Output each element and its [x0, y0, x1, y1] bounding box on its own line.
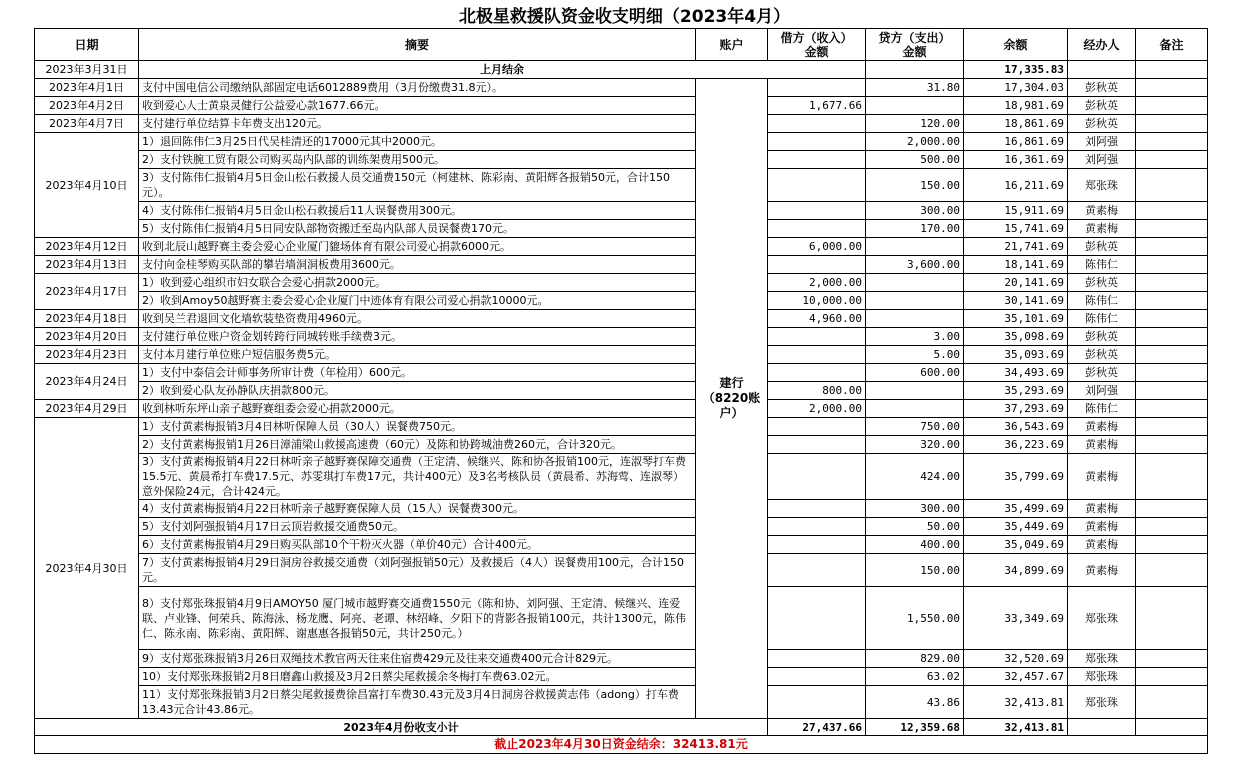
balance-cell: 15,741.69: [964, 220, 1068, 238]
table-row: [35, 346, 1208, 364]
table-row: [35, 536, 1208, 554]
debit-cell: [768, 454, 866, 500]
credit-cell: 2,000.00: [866, 133, 964, 151]
remark-cell: [1136, 668, 1208, 686]
date-cell: 2023年4月17日: [35, 274, 139, 310]
credit-cell: 300.00: [866, 500, 964, 518]
header-credit: 贷方（支出） 金额: [866, 29, 964, 61]
credit-cell: 424.00: [866, 454, 964, 500]
debit-cell: [768, 686, 866, 719]
summary-cell: 3）支付陈伟仁报销4月5日金山松石救援人员交通费150元（柯建林、陈彩南、黄阳辉各报销50元，合计150元）。: [139, 169, 696, 202]
remark-cell: [1136, 238, 1208, 256]
footer-row: [35, 736, 1208, 754]
handler-cell: 刘阿强: [1068, 133, 1136, 151]
date-cell: 2023年4月13日: [35, 256, 139, 274]
remark-cell: [1136, 454, 1208, 500]
summary-cell: 1）退回陈伟仁3月25日代吴桂清还的17000元其中2000元。: [139, 133, 696, 151]
page-title: 北极星救援队资金收支明细（2023年4月）: [458, 7, 791, 27]
debit-cell: [768, 256, 866, 274]
remark-cell: [1136, 169, 1208, 202]
debit-cell: [768, 668, 866, 686]
date-cell: 2023年4月10日: [35, 133, 139, 238]
debit-cell: [768, 554, 866, 587]
table-row: [35, 668, 1208, 686]
table-row: [35, 328, 1208, 346]
opening-balance: 17,335.83: [964, 61, 1068, 79]
table-row: [35, 400, 1208, 418]
remark-cell: [1136, 500, 1208, 518]
balance-cell: 16,361.69: [964, 151, 1068, 169]
subtotal-balance: 32,413.81: [964, 719, 1068, 736]
handler-cell: 黄素梅: [1068, 202, 1136, 220]
balance-cell: 32,520.69: [964, 650, 1068, 668]
table-row: [35, 133, 1208, 151]
table-row: [35, 436, 1208, 454]
summary-cell: 支付建行单位结算卡年费支出120元。: [139, 115, 696, 133]
summary-cell: 1）收到爱心组织市妇女联合会爱心捐款2000元。: [139, 274, 696, 292]
summary-cell: 2）收到Amoy50越野赛主委会爱心企业厦门中迹体育有限公司爱心捐款10000元。: [139, 292, 696, 310]
subtotal-credit: 12,359.68: [866, 719, 964, 736]
opening-date: 2023年3月31日: [35, 61, 139, 79]
header-row: [35, 29, 1208, 61]
balance-cell: 37,293.69: [964, 400, 1068, 418]
handler-cell: 彭秋英: [1068, 97, 1136, 115]
date-cell: 2023年4月7日: [35, 115, 139, 133]
summary-cell: 收到林听东坪山亲子越野赛组委会爱心捐款2000元。: [139, 400, 696, 418]
debit-cell: [768, 346, 866, 364]
debit-cell: 800.00: [768, 382, 866, 400]
date-cell: 2023年4月18日: [35, 310, 139, 328]
remark-cell: [1136, 650, 1208, 668]
summary-cell: 收到吴兰君退回文化墙软装垫资费用4960元。: [139, 310, 696, 328]
debit-cell: [768, 436, 866, 454]
remark-cell: [1136, 418, 1208, 436]
table-row: [35, 202, 1208, 220]
balance-cell: 35,799.69: [964, 454, 1068, 500]
empty-cell: [1068, 61, 1136, 79]
handler-cell: 黄素梅: [1068, 518, 1136, 536]
debit-cell: [768, 587, 866, 650]
handler-cell: 彭秋英: [1068, 328, 1136, 346]
summary-cell: 6）支付黄素梅报销4月29日购买队部10个干粉灭火器（单价40元）合计400元。: [139, 536, 696, 554]
debit-cell: [768, 418, 866, 436]
table-row: [35, 587, 1208, 650]
debit-cell: [768, 220, 866, 238]
debit-cell: [768, 151, 866, 169]
summary-cell: 8）支付郑张珠报销4月9日AMOY50 厦门城市越野赛交通费1550元（陈和协、刘阿强、王定清、候继兴、连爱联、卢业锋、何荣兵、陈海泳、杨龙鹰、阿亮、老谭、林绍峰、夕阳下的背影各报销100元，共计1300元，陈伟仁、陈永南、陈彩南、黄阳辉、谢惠惠各报销50元，共计250元。）: [139, 587, 696, 650]
table-row: [35, 382, 1208, 400]
balance-cell: 18,141.69: [964, 256, 1068, 274]
credit-cell: 31.80: [866, 79, 964, 97]
balance-cell: 35,101.69: [964, 310, 1068, 328]
remark-cell: [1136, 115, 1208, 133]
table-row: [35, 115, 1208, 133]
remark-cell: [1136, 292, 1208, 310]
balance-cell: 34,493.69: [964, 364, 1068, 382]
summary-cell: 10）支付郑张珠报销2月8日磨鑫山救援及3月2日蔡尖尾救援余冬梅打车费63.02元。: [139, 668, 696, 686]
remark-cell: [1136, 151, 1208, 169]
subtotal-debit: 27,437.66: [768, 719, 866, 736]
credit-cell: 400.00: [866, 536, 964, 554]
credit-cell: 150.00: [866, 554, 964, 587]
remark-cell: [1136, 364, 1208, 382]
debit-cell: [768, 133, 866, 151]
table-row: [35, 454, 1208, 500]
credit-cell: 750.00: [866, 418, 964, 436]
remark-cell: [1136, 133, 1208, 151]
summary-cell: 收到爱心人士黄泉灵健行公益爱心款1677.66元。: [139, 97, 696, 115]
handler-cell: 郑张珠: [1068, 686, 1136, 719]
handler-cell: 黄素梅: [1068, 500, 1136, 518]
credit-cell: 829.00: [866, 650, 964, 668]
credit-cell: 500.00: [866, 151, 964, 169]
handler-cell: 陈伟仁: [1068, 400, 1136, 418]
remark-cell: [1136, 536, 1208, 554]
credit-cell: 3,600.00: [866, 256, 964, 274]
table-row: [35, 554, 1208, 587]
balance-cell: 16,211.69: [964, 169, 1068, 202]
balance-cell: 20,141.69: [964, 274, 1068, 292]
summary-cell: 支付建行单位账户资金划转跨行同城转账手续费3元。: [139, 328, 696, 346]
table-row: [35, 364, 1208, 382]
debit-cell: [768, 169, 866, 202]
table-row: [35, 310, 1208, 328]
summary-cell: 3）支付黄素梅报销4月22日林听亲子越野赛保障交通费（王定清、候继兴、陈和协各报销100元，连淑琴打车费15.5元、黄晨希打车费17.5元、苏雯琪打车费17元，共计400元）及3名考核队员（黄晨希、苏海莺、连淑琴）意外保险24元，合计424元。: [139, 454, 696, 500]
handler-cell: 黄素梅: [1068, 536, 1136, 554]
table-row: [35, 151, 1208, 169]
remark-cell: [1136, 79, 1208, 97]
handler-cell: 郑张珠: [1068, 169, 1136, 202]
credit-cell: [866, 292, 964, 310]
summary-cell: 1）支付中泰信会计师事务所审计费（年检用）600元。: [139, 364, 696, 382]
table-row: [35, 686, 1208, 719]
date-cell: 2023年4月30日: [35, 418, 139, 719]
remark-cell: [1136, 346, 1208, 364]
date-cell: 2023年4月12日: [35, 238, 139, 256]
date-cell: 2023年4月24日: [35, 364, 139, 400]
summary-cell: 5）支付刘阿强报销4月17日云顶岩救援交通费50元。: [139, 518, 696, 536]
credit-cell: [866, 382, 964, 400]
credit-cell: [866, 97, 964, 115]
summary-cell: 7）支付黄素梅报销4月29日洞房谷救援交通费（刘阿强报销50元）及救援后（4人）误餐费用100元，合计150元。: [139, 554, 696, 587]
summary-cell: 5）支付陈伟仁报销4月5日同安队部物资搬迁至岛内队部人员误餐费170元。: [139, 220, 696, 238]
credit-cell: 63.02: [866, 668, 964, 686]
remark-cell: [1136, 436, 1208, 454]
opening-row: [35, 61, 1208, 79]
table-row: [35, 500, 1208, 518]
empty-cell: [1136, 719, 1208, 736]
handler-cell: 黄素梅: [1068, 436, 1136, 454]
debit-cell: 10,000.00: [768, 292, 866, 310]
remark-cell: [1136, 587, 1208, 650]
credit-cell: [866, 274, 964, 292]
balance-cell: 35,098.69: [964, 328, 1068, 346]
debit-cell: [768, 79, 866, 97]
balance-cell: 36,543.69: [964, 418, 1068, 436]
credit-cell: 1,550.00: [866, 587, 964, 650]
header-account: 账户: [696, 29, 768, 61]
handler-cell: 郑张珠: [1068, 587, 1136, 650]
credit-cell: 120.00: [866, 115, 964, 133]
ledger-table: [34, 28, 1208, 754]
table-row: [35, 169, 1208, 202]
header-debit: 借方（收入） 金额: [768, 29, 866, 61]
summary-cell: 1）支付黄素梅报销3月4日林听保障人员（30人）误餐费750元。: [139, 418, 696, 436]
header-balance: 余额: [964, 29, 1068, 61]
balance-cell: 17,304.03: [964, 79, 1068, 97]
debit-cell: 2,000.00: [768, 274, 866, 292]
remark-cell: [1136, 274, 1208, 292]
summary-cell: 4）支付黄素梅报销4月22日林听亲子越野赛保障人员（15人）误餐费300元。: [139, 500, 696, 518]
credit-cell: 150.00: [866, 169, 964, 202]
debit-cell: [768, 115, 866, 133]
summary-cell: 11）支付郑张珠报销3月2日蔡尖尾救援费徐昌富打车费30.43元及3月4日洞房谷救援黄志伟（adong）打车费13.43元合计43.86元。: [139, 686, 696, 719]
table-row: [35, 418, 1208, 436]
header-date: 日期: [35, 29, 139, 61]
date-cell: 2023年4月1日: [35, 79, 139, 97]
remark-cell: [1136, 97, 1208, 115]
balance-cell: 35,449.69: [964, 518, 1068, 536]
table-row: [35, 97, 1208, 115]
credit-cell: 43.86: [866, 686, 964, 719]
debit-cell: [768, 518, 866, 536]
handler-cell: 彭秋英: [1068, 346, 1136, 364]
balance-cell: 21,741.69: [964, 238, 1068, 256]
handler-cell: 彭秋英: [1068, 238, 1136, 256]
empty-cell: [1068, 719, 1136, 736]
remark-cell: [1136, 310, 1208, 328]
remark-cell: [1136, 220, 1208, 238]
debit-cell: [768, 364, 866, 382]
balance-cell: 18,981.69: [964, 97, 1068, 115]
credit-cell: 3.00: [866, 328, 964, 346]
balance-cell: 15,911.69: [964, 202, 1068, 220]
balance-cell: 33,349.69: [964, 587, 1068, 650]
credit-cell: 170.00: [866, 220, 964, 238]
summary-cell: 2）支付铁腕工贸有限公司购买岛内队部的训练架费用500元。: [139, 151, 696, 169]
handler-cell: 黄素梅: [1068, 454, 1136, 500]
balance-cell: 18,861.69: [964, 115, 1068, 133]
table-row: [35, 274, 1208, 292]
header-remark: 备注: [1136, 29, 1208, 61]
handler-cell: 彭秋英: [1068, 364, 1136, 382]
balance-cell: 30,141.69: [964, 292, 1068, 310]
credit-cell: [866, 400, 964, 418]
handler-cell: 黄素梅: [1068, 220, 1136, 238]
debit-cell: 1,677.66: [768, 97, 866, 115]
summary-cell: 收到北辰山越野赛主委会爱心企业厦门貔场体育有限公司爱心捐款6000元。: [139, 238, 696, 256]
balance-cell: 35,049.69: [964, 536, 1068, 554]
empty-cell: [1136, 61, 1208, 79]
remark-cell: [1136, 686, 1208, 719]
balance-cell: 16,861.69: [964, 133, 1068, 151]
table-row: [35, 220, 1208, 238]
summary-cell: 4）支付陈伟仁报销4月5日金山松石救援后11人误餐费用300元。: [139, 202, 696, 220]
handler-cell: 彭秋英: [1068, 274, 1136, 292]
balance-cell: 32,457.67: [964, 668, 1068, 686]
subtotal-row: [35, 719, 1208, 736]
remark-cell: [1136, 256, 1208, 274]
date-cell: 2023年4月2日: [35, 97, 139, 115]
remark-cell: [1136, 400, 1208, 418]
table-row: [35, 256, 1208, 274]
balance-cell: 34,899.69: [964, 554, 1068, 587]
date-cell: 2023年4月23日: [35, 346, 139, 364]
date-cell: 2023年4月20日: [35, 328, 139, 346]
table-row: [35, 238, 1208, 256]
balance-cell: 36,223.69: [964, 436, 1068, 454]
balance-cell: 35,093.69: [964, 346, 1068, 364]
handler-cell: 彭秋英: [1068, 79, 1136, 97]
credit-cell: 600.00: [866, 364, 964, 382]
credit-cell: [866, 310, 964, 328]
handler-cell: 刘阿强: [1068, 382, 1136, 400]
table-row: [35, 79, 1208, 97]
remark-cell: [1136, 382, 1208, 400]
debit-cell: 4,960.00: [768, 310, 866, 328]
handler-cell: 彭秋英: [1068, 115, 1136, 133]
table-row: [35, 650, 1208, 668]
remark-cell: [1136, 518, 1208, 536]
summary-cell: 支付向金桂琴购买队部的攀岩墙洞洞板费用3600元。: [139, 256, 696, 274]
credit-cell: 50.00: [866, 518, 964, 536]
summary-cell: 2）支付黄素梅报销1月26日漳浦梁山救援高速费（60元）及陈和协跨城油费260元，合计320元。: [139, 436, 696, 454]
header-summary: 摘要: [139, 29, 696, 61]
credit-cell: [866, 238, 964, 256]
summary-cell: 9）支付郑张珠报销3月26日双绳技术教官两天往来住宿费429元及往来交通费400元合计829元。: [139, 650, 696, 668]
handler-cell: 刘阿强: [1068, 151, 1136, 169]
handler-cell: 黄素梅: [1068, 418, 1136, 436]
debit-cell: 6,000.00: [768, 238, 866, 256]
debit-cell: [768, 202, 866, 220]
credit-cell: 320.00: [866, 436, 964, 454]
summary-cell: 2）收到爱心队友孙静队庆捐款800元。: [139, 382, 696, 400]
table-row: [35, 292, 1208, 310]
credit-cell: 5.00: [866, 346, 964, 364]
handler-cell: 陈伟仁: [1068, 292, 1136, 310]
debit-cell: 2,000.00: [768, 400, 866, 418]
handler-cell: 郑张珠: [1068, 650, 1136, 668]
balance-cell: 32,413.81: [964, 686, 1068, 719]
handler-cell: 郑张珠: [1068, 668, 1136, 686]
closing-balance-note: 截止2023年4月30日资金结余：32413.81元: [35, 736, 1208, 754]
credit-cell: 300.00: [866, 202, 964, 220]
handler-cell: 陈伟仁: [1068, 256, 1136, 274]
debit-cell: [768, 500, 866, 518]
opening-label: 上月结余: [139, 61, 866, 79]
subtotal-label: 2023年4月份收支小计: [35, 719, 768, 736]
date-cell: 2023年4月29日: [35, 400, 139, 418]
handler-cell: 黄素梅: [1068, 554, 1136, 587]
summary-cell: 支付本月建行单位账户短信服务费5元。: [139, 346, 696, 364]
debit-cell: [768, 536, 866, 554]
empty-cell: [866, 61, 964, 79]
remark-cell: [1136, 328, 1208, 346]
table-row: [35, 518, 1208, 536]
remark-cell: [1136, 202, 1208, 220]
debit-cell: [768, 328, 866, 346]
balance-cell: 35,499.69: [964, 500, 1068, 518]
summary-cell: 支付中国电信公司缴纳队部固定电话6012889费用（3月份缴费31.8元）。: [139, 79, 696, 97]
header-handler: 经办人: [1068, 29, 1136, 61]
account-cell: 建行（8220账户）: [696, 79, 768, 719]
debit-cell: [768, 650, 866, 668]
handler-cell: 陈伟仁: [1068, 310, 1136, 328]
balance-cell: 35,293.69: [964, 382, 1068, 400]
remark-cell: [1136, 554, 1208, 587]
